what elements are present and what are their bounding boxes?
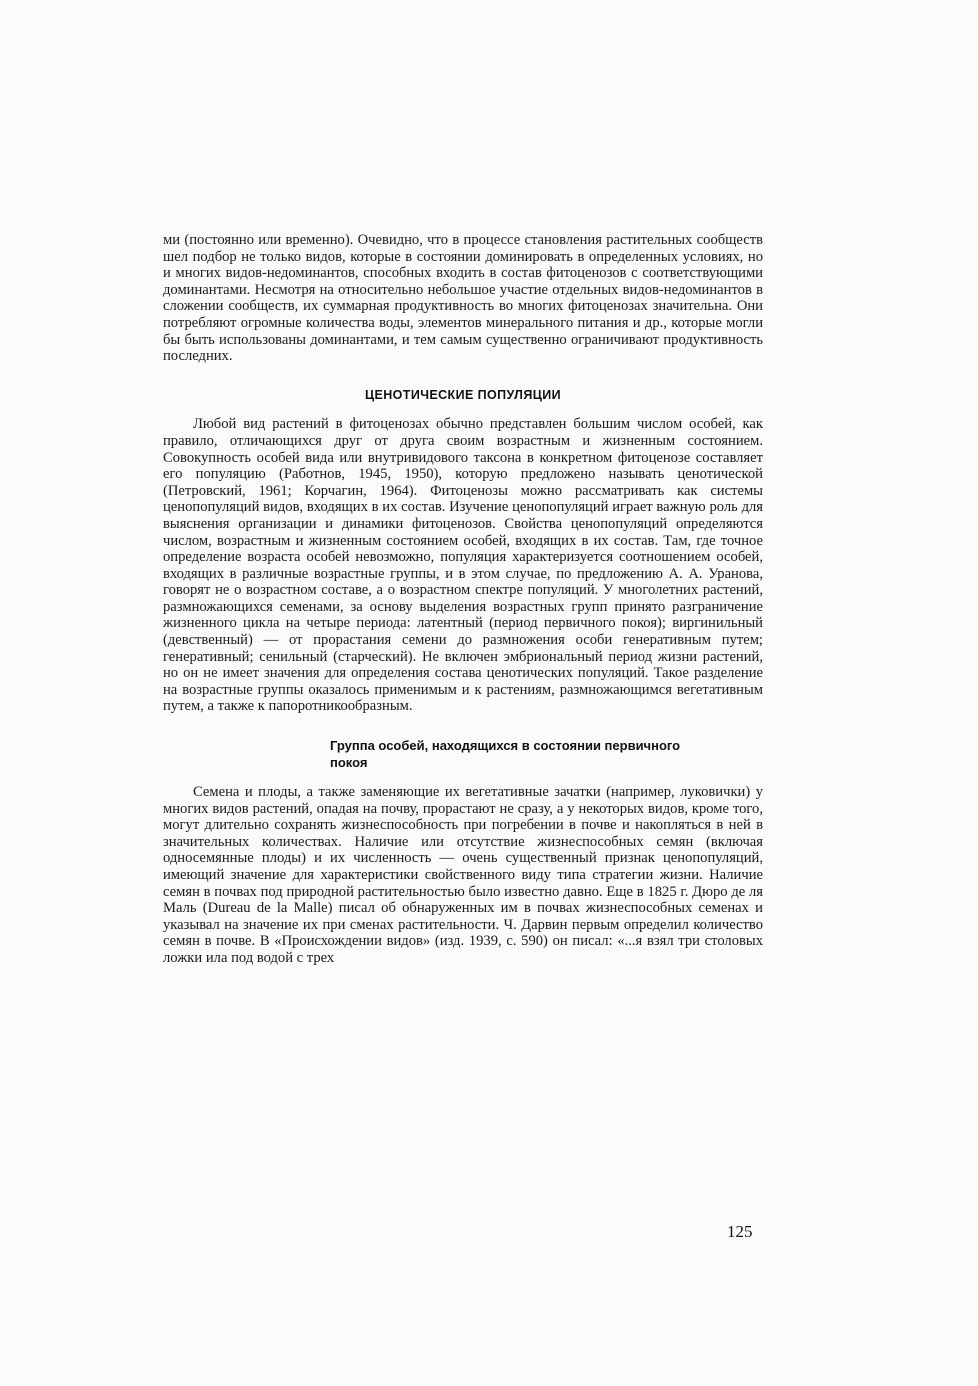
subsection-paragraph: Семена и плоды, а также заменяющие их вегетативные зачатки (например, луковички) у многих видов растений, опадая на почву, прорастают не сразу, а у некоторых видов, кроме того, могут длительно сохранять жизнеспособность при погребении в почве и накопляться в ней в значительных количествах. Наличие или отсутствие жизнеспособных семян (включая односемянные плоды) и их численность — очень существенный признак ценопопуляций, имеющий значение для характеристики свойственного виду типа стратегии жизни. Наличие семян в почвах под природной растительностью было известно давно. Еще в 1825 г. Дюро де ля Маль (Dureau de la Malle) писал об обнаруженных им в почвах жизнеспособных семенах и указывал на значение их при сменах растительности. Ч. Дарвин первым определил количество семян в почве. В «Происхождении видов» (изд. 1939, с. 590) он писал: «...я взял три столовых ложки ила под водой с трех	[163, 784, 763, 966]
intro-paragraph: ми (постоянно или временно). Очевидно, что в процессе становления растительных сообществ шел подбор не только видов, которые в состоянии доминировать в определенных условиях, но и многих видов-недоминантов, способных входить в состав фитоценозов с соответствующими доминантами. Несмотря на относительно небольшое участие отдельных видов-недоминантов в сложении сообществ, их суммарная продуктивность во многих фитоценозах значительна. Они потребляют огромные количества воды, элементов минерального питания и др., которые могли бы быть использованы доминантами, и тем самым существенно ограничивают продуктивность последних.	[163, 232, 763, 365]
text-column	[163, 232, 763, 967]
section-paragraph: Любой вид растений в фитоценозах обычно представлен большим числом особей, как правило, отличающихся друг от друга своим возрастным и жизненным состоянием. Совокупность особей вида или внутривидового таксона в конкретном фитоценозе составляет его популяцию (Работнов, 1945, 1950), которую предложено называть ценотической (Петровский, 1961; Корчагин, 1964). Фитоценозы можно рассматривать как системы ценопопуляций видов, входящих в их состав. Изучение ценопопуляций играет важную роль для выяснения организации и динамики фитоценозов. Свойства ценопопуляций определяются числом, возрастным и жизненным состоянием особей, входящих в их состав. Там, где точное определение возраста особей невозможно, популяция характеризуется соотношением особей, входящих в различные возрастные группы, и в этом случае, по предложению А. А. Уранова, говорят не о возрастном составе, а о возрастном спектре популяций. У многолетних растений, размножающихся семенами, за основу выделения возрастных групп принято разграничение жизненного цикла на четыре периода: латентный (период первичного покоя); виргинильный (девственный) — от прорастания семени до размножения особи генеративным путем; генеративный; сенильный (старческий). Не включен эмбриональный период жизни растений, но он не имеет значения для определения состава ценотических популяций. Такое разделение на возрастные группы оказалось применимым и к растениям, размножающимся вегетативным путем, а также к папоротникообразным.	[163, 416, 763, 715]
subsection-heading: Группа особей, находящихся в состоянии первичного покоя	[330, 738, 681, 771]
page-number: 125	[727, 1222, 753, 1241]
section-heading: ЦЕНОТИЧЕСКИЕ ПОПУЛЯЦИИ	[364, 387, 562, 402]
